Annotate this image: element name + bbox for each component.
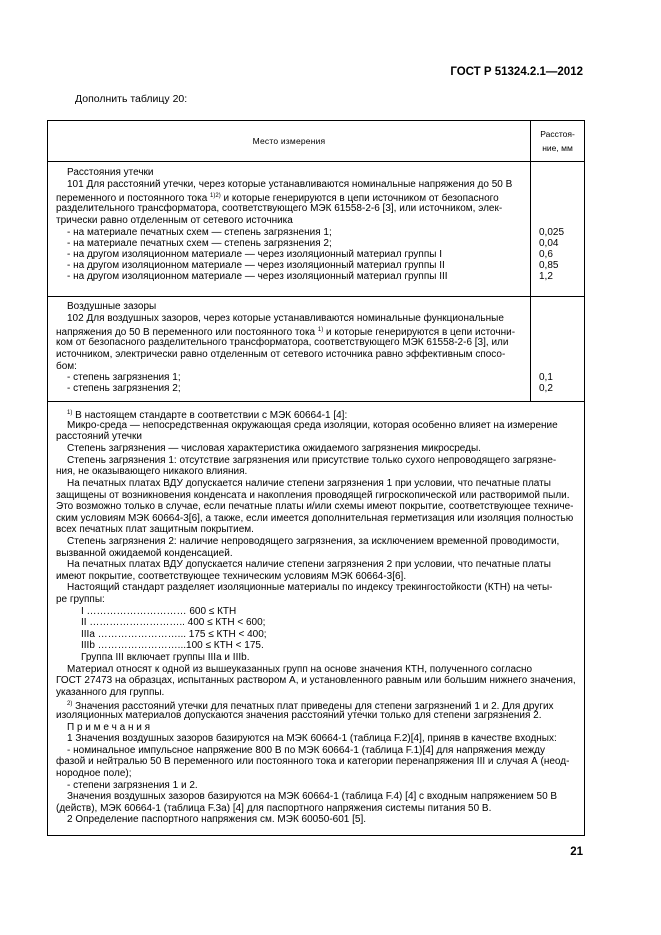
clearance-item-2: - степень загрязнения 2;	[67, 383, 181, 394]
note-line: защищены от возникновения конденсата и накопления проводящей гигроскопической или растворимой пыли.	[56, 490, 570, 501]
cti-group-3a: IIIa ……………………... 175 ≤ КТН < 400;	[81, 629, 267, 640]
creepage-item-2: - на материале печатных схем — степень загрязнения 2;	[67, 238, 332, 249]
creepage-value-3: 0,6	[539, 249, 553, 260]
clearance-item-1: - степень загрязнения 1;	[67, 372, 181, 383]
creepage-item-5: - на другом изоляционном материале — через изоляционный материал группы III	[67, 271, 448, 282]
note-line: 1 Значения воздушных зазоров базируются на МЭК 60664-1 (таблица F.2)[4], приняв в качестве входных:	[67, 733, 557, 744]
creepage-value-4: 0,85	[539, 260, 559, 271]
footnote-2-text: Значения расстояний утечки для печатных плат приведены для степени загрязнений 1 и 2. Для других	[75, 701, 554, 712]
col-header-distance	[531, 121, 584, 161]
note-line: 2 Определение паспортного напряжения см. МЭК 60050-601 [5].	[67, 814, 367, 825]
col-header-location: Место измерения	[48, 121, 531, 161]
creepage-p-line4: трически равно отделенным от сетевого источника	[56, 215, 293, 226]
cti-group-2: II ……………………….. 400 ≤ КТН < 600;	[81, 617, 266, 628]
cti-group-1: I ………………………… 600 ≤ КТН	[81, 606, 237, 617]
creepage-p-line2b: и которые генерируются в цепи источником от безопасного	[223, 193, 499, 204]
note-line: вызванной ожидаемой конденсацией.	[56, 548, 233, 559]
clearance-row	[48, 296, 584, 402]
note-line: ским условиям МЭК 60664-3[6], а также, если имеется дополнительная герметизация или изоляция полностью	[56, 513, 574, 524]
creepage-value-1: 0,025	[539, 227, 565, 238]
note-line: имеют покрытие, соответствующее техническим условиям МЭК 60664-3[6].	[56, 571, 407, 582]
note-line: указанного для группы.	[56, 687, 165, 698]
clearance-p-line5: бом:	[56, 361, 77, 372]
creepage-value-2: 0,04	[539, 238, 559, 249]
creepage-title: Расстояния утечки	[67, 167, 154, 178]
note-line: ре группы:	[56, 594, 105, 605]
note-line: - степени загрязнения 1 и 2.	[67, 780, 198, 791]
table-20-addition	[47, 120, 585, 836]
creepage-value-5: 1,2	[539, 271, 553, 282]
creepage-values	[531, 161, 584, 296]
creepage-row	[48, 161, 584, 297]
document-header: ГОСТ Р 51324.2.1—2012	[450, 66, 583, 78]
footnote-1-marker: 1)	[67, 410, 73, 416]
note-line: нородное поле);	[56, 768, 132, 779]
note-line: расстояний утечки	[56, 431, 142, 442]
col-header-distance-line1: Расстоя-	[540, 129, 575, 139]
note-line: На печатных платах ВДУ допускается наличие степени загрязнения 1 при условии, что печатные платы	[67, 478, 551, 489]
clearance-description	[48, 296, 531, 401]
note-line: ния, не оказывающего никакого влияния.	[56, 466, 248, 477]
creepage-p-line3: разделительного трансформатора, соответствующего МЭК 61558-2-6 [3], или источником, элек-	[56, 203, 503, 214]
clearance-p-line4: источником, электрически равно отделенным от сетевого источника равно эффективным спосо-	[56, 349, 506, 360]
clearance-p-line1: 102 Для воздушных зазоров, через которые устанавливаются номинальные функциональные	[67, 313, 504, 324]
footnote-ref-1: 1)	[317, 327, 324, 333]
clearance-values	[531, 296, 584, 401]
clearance-p-line2a: напряжения до 50 В переменного или постоянного тока	[56, 327, 316, 338]
page-number: 21	[570, 846, 583, 858]
note-line: Материал относят к одной из вышеуказанных групп на основе значения КТН, полученного согласно	[67, 664, 533, 675]
cti-group-3b: IIIb ……………………...100 ≤ КТН < 175.	[81, 640, 264, 651]
clearance-value-1: 0,1	[539, 372, 553, 383]
table-header-row	[48, 121, 584, 162]
note-line: - номинальное импульсное напряжение 800 В по МЭК 60664-1 (таблица F.1)[4] для напряжения между	[67, 745, 545, 756]
col-header-distance-line2: ние, мм	[542, 143, 573, 153]
creepage-item-3: - на другом изоляционном материале — через изоляционный материал группы I	[67, 249, 442, 260]
note-line: На печатных платах ВДУ допускается наличие степени загрязнения 2 при условии, что печатные платы	[67, 559, 551, 570]
note-line: Степень загрязнения — числовая характеристика ожидаемого загрязнения микросреды.	[67, 443, 481, 454]
creepage-p-line2a: переменного и постоянного тока	[56, 193, 208, 204]
footnote-1-text: В настоящем стандарте в соответствии с МЭК 60664-1 [4]:	[75, 410, 348, 421]
note-line: Это возможно только в случае, если печатные платы и/или схемы имеют покрытие, соответствующее техниче-	[56, 501, 574, 512]
note-line: Степень загрязнения 1: отсутствие загрязнения или присутствие только сухого непроводящего загрязне-	[67, 455, 557, 466]
clearance-value-2: 0,2	[539, 383, 553, 394]
note-line: Микро-среда — непосредственная окружающая среда изоляции, которая особенно влияет на измерение	[67, 420, 558, 431]
clearance-p-line3: ком от безопасного разделительного трансформатора, соответствующего МЭК 61558-2-6 [3], или	[56, 337, 509, 348]
note-line: Настоящий стандарт разделяет изоляционные материалы по индексу трекингостойкости (КТН) на четы-	[67, 582, 553, 593]
note-line: Значения воздушных зазоров базируются на МЭК 60664-1 (таблица F.4) [4] с входным напряжением 50 В	[67, 791, 558, 802]
creepage-p-line1: 101 Для расстояний утечки, через которые устанавливаются номинальные напряжения до 50 В	[67, 179, 513, 190]
note-line: изоляционных материалов допускаются значения расстояний утечки только для степени загрязнения 2.	[56, 710, 542, 721]
creepage-item-4: - на другом изоляционном материале — через изоляционный материал группы II	[67, 260, 445, 271]
creepage-description	[48, 161, 531, 296]
clearance-p-line2b: и которые генерируются в цепи источни-	[326, 327, 516, 338]
creepage-item-1: - на материале печатных схем — степень загрязнения 1;	[67, 227, 332, 238]
footnote-2-marker: 2)	[67, 701, 73, 707]
intro-text: Дополнить таблицу 20:	[75, 93, 188, 105]
note-line: Степень загрязнения 2: наличие непроводящего загрязнения, за исключением временной проводимости,	[67, 536, 560, 547]
note-line: (действ), МЭК 60664-1 (таблица F.3а) [4] для паспортного напряжения системы питания 50 В.	[56, 803, 492, 814]
note-line: всех печатных плат защитным покрытием.	[56, 524, 254, 535]
footnote-ref-1-2: 1)2)	[210, 193, 221, 199]
note-line: ГОСТ 27473 на образцах, испытанных раствором А, и установленного равным или большим нижнего значения,	[56, 675, 576, 686]
note-line: фазой и нейтралью 50 В переменного или постоянного тока и категории перенапряжения III и случая А (неод-	[56, 756, 570, 767]
clearance-title: Воздушные зазоры	[67, 301, 157, 312]
note-line: Группа III включает группы IIIa и IIIb.	[81, 652, 250, 663]
table-footnotes	[48, 401, 584, 835]
notes-title: П р и м е ч а н и я	[67, 722, 151, 733]
